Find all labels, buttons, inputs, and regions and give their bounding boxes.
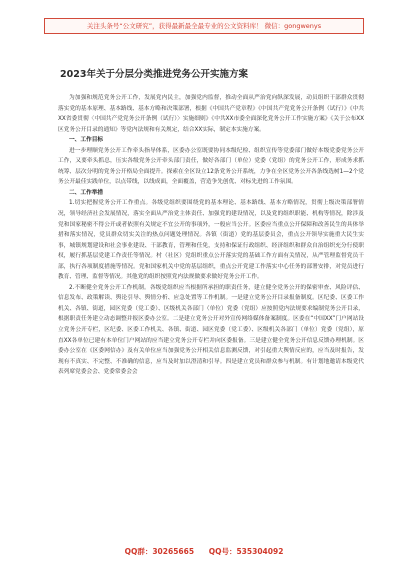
measure-1-paragraph: 1.切实把握党务公开工作重点。各级党组织要围绕党的基本理论、基本路线、基本方略情况，贯彻上级决策部署情况，领导经济社会发展情况，落实全面从严治党主体责任、加强党的建设情况，以及党的组织职能、机构等情况，除涉及党和国家秘密不得公开或者依照有关规定不宜公开的事项外，一般应当公开。区委应当重点公开保障和改善民生的具体举措和落实情况，党员群众切实关注的热点问题处理情况。各镇（街道）党的基层委员会，重点公开领导实施重大民生实事，城镇规划建设和社会事业建设、干部教育，管理和任免，支持和保证行政组织、经济组织和群众自治组织充分行使职权，履行抓基层党建工作责任等情况。村（社区）党组织重点公开落实党的基础工作方面有关情况，从严管理监督党员干部，执行各项制度措施等情况。党和国家机关中党的基层组织，重点公开党建工作落实中心任务的部署安排，对党员进行教育、管理、监督等情况。其他党的组织按照党内法规做要求做好党务公开工作。 [58, 200, 364, 281]
promo-banner[interactable]: 关注头条号“公文研究”，获得最新最全最专业的公文资料库！ 微信：gongwenys [44, 18, 364, 34]
qq-number-text: QQ号：535304092 [208, 547, 284, 556]
document-body [58, 93, 364, 378]
qq-group-text: QQ群：30265665 [124, 547, 195, 556]
measure-2-paragraph: 2.不断健全党务公开工作机制。各级党组织应当根据所承担的职责任务，建立健全党务公开的保密审查、风险评估、信息发布、政策解读、舆论引导、舆情分析、应急处置等工作机制。一是建立党务公开目录报备制度。区纪委、区委工作机关、各镇、街道，园区党委（党工委）、区级机关各部门（单位）党委（党组）应按照党内法规要求编制党务公开目录，根据职责任务建立动态调整并报区委办公室。二是建立党务公开对外宣传网络媒体备案制度。区委在“中国XX”门户网站设立党务公开专栏，区纪委、区委工作机关、各镇、街道、园区党委（党工委）、区级机关各部门（单位）党委（党组），原直XX各单位已建有本单位门户网站的应当建立党务公开专栏并向区委报备。三是建立健全党务公开信息反馈办理机制。区委办公室在《区委网信办》及有关单位应当加强党务公开相关信息监测反馈，对引起重大舆情反应的，应当及时报告，发现有不真实、不完整、不准确的信息，应当及时加以澄清和引导。四是建立党员和群众参与机制。有计划地邀请本级党代表列席党委会会、党委常委会会 [58, 284, 364, 376]
intro-paragraph: 为加强和规范党务公开工作，发展党内民主，加强党内监督，推动全面从严治党向纵深发展，动员组织干部群众贯彻落实党的基本原理、基本路线、基本方略和决策部署，根据《中国共产党章程》《中国共产党党务公开条例（试行）》《中共XX省委贯彻〈中国共产党党务公开条例（试行）〉实施细则》《中共XX市委全面深化党务公开工作实施方案》《关于公布XX区党务公开目录的通知》等党内法规和有关规定，结合XX实际，制定本实施方案。 [58, 95, 364, 133]
section-heading-goals: 一、工作目标 [69, 137, 104, 144]
contact-footer [0, 546, 408, 557]
document-title: 2023年关于分层分类推进党务公开实施方案 [60, 69, 248, 80]
goals-paragraph: 进一步理顺党务公开工作牵头指导体系，区委办公室既要协同本级纪检、组织宣传等党委部门做好本级党委党务公开工作，又要牵头抓总，压实各级党务公开牵头部门责任，做好各部门（单位）党委（党组）的党务公开工作，形成务求抓统筹、层次分明的党务公开格局全面提升。探索在全区设立12条党务公开系统，力争在全区党务公开各条线选树1—2个党务公开最佳实践单位，以点带线，以线成面，全面覆盖，营造争先创优、对标先进的工作氛围。 [58, 147, 364, 186]
section-heading-measures: 二、工作举措 [69, 189, 104, 196]
